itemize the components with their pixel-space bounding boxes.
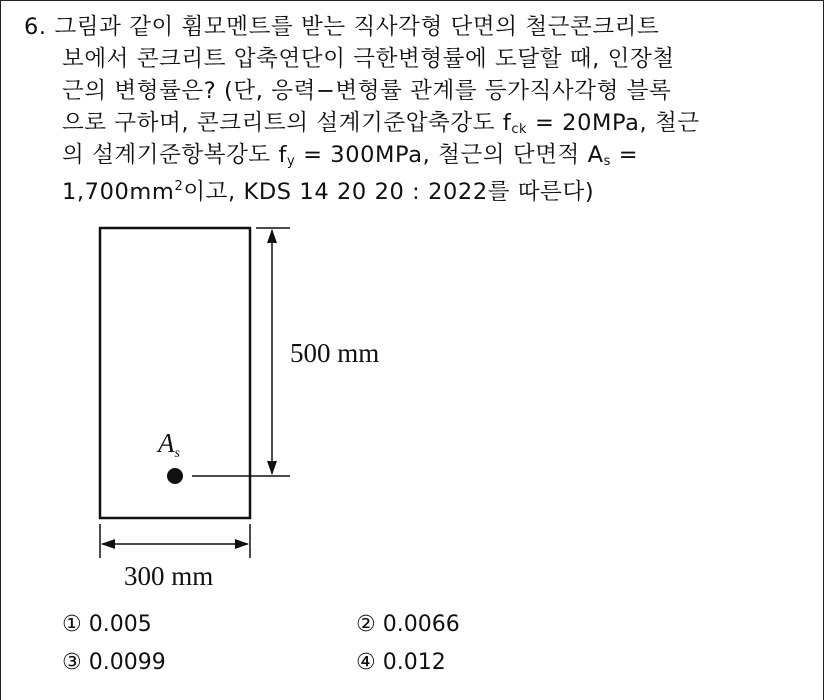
fy-subscript: y bbox=[287, 154, 296, 169]
question-text-5: 의 설계기준항복강도 f bbox=[62, 142, 288, 168]
choice-2[interactable] bbox=[356, 612, 460, 637]
height-arrow-top bbox=[267, 229, 277, 243]
area-superscript: 2 bbox=[174, 179, 184, 194]
choice-1-value: 0.005 bbox=[88, 612, 152, 637]
choice-4-value: 0.012 bbox=[382, 650, 446, 675]
width-label: 300 mm bbox=[124, 561, 214, 591]
steel-label bbox=[156, 428, 181, 461]
steel-bar bbox=[167, 468, 183, 484]
steel-label-main: A bbox=[158, 428, 175, 458]
fck-subscript: ck bbox=[511, 122, 528, 137]
question-text-6: 이고, KDS 14 20 20 : 2022를 따른다) bbox=[183, 179, 595, 205]
height-arrow-bottom bbox=[267, 461, 277, 475]
choice-3-mark: ③ bbox=[62, 650, 82, 675]
steel-label-sub: s bbox=[174, 446, 180, 461]
as-equals: = bbox=[611, 142, 639, 168]
question-line-2: 보에서 콘크리트 압축연단이 극한변형률에 도달할 때, 인장철 bbox=[62, 46, 675, 72]
choice-3-value: 0.0099 bbox=[88, 650, 166, 675]
area-value: 1,700mm bbox=[62, 179, 175, 205]
question-text-1: 그림과 같이 휨모멘트를 받는 직사각형 단면의 철근콘크리트 bbox=[54, 14, 660, 40]
fck-value: = 20MPa, 철근 bbox=[527, 110, 700, 136]
choice-2-value: 0.0066 bbox=[382, 612, 460, 637]
question-text-4: 으로 구하며, 콘크리트의 설계기준압축강도 f bbox=[62, 110, 512, 136]
choice-3[interactable] bbox=[62, 650, 166, 675]
question-number: 6. bbox=[24, 14, 47, 40]
width-arrow-right bbox=[235, 539, 249, 549]
height-label: 500 mm bbox=[290, 338, 380, 368]
choice-1[interactable] bbox=[62, 612, 152, 637]
question-line-3: 근의 변형률은? (단, 응력−변형률 관계를 등가직사각형 블록 bbox=[62, 78, 672, 104]
fy-value: = 300MPa, 철근의 단면적 A bbox=[295, 142, 604, 168]
choice-2-mark: ② bbox=[356, 612, 376, 637]
choice-4[interactable] bbox=[356, 650, 446, 675]
as-subscript: s bbox=[603, 154, 611, 169]
choice-4-mark: ④ bbox=[356, 650, 376, 675]
width-arrow-left bbox=[101, 539, 115, 549]
choice-1-mark: ① bbox=[62, 612, 82, 637]
